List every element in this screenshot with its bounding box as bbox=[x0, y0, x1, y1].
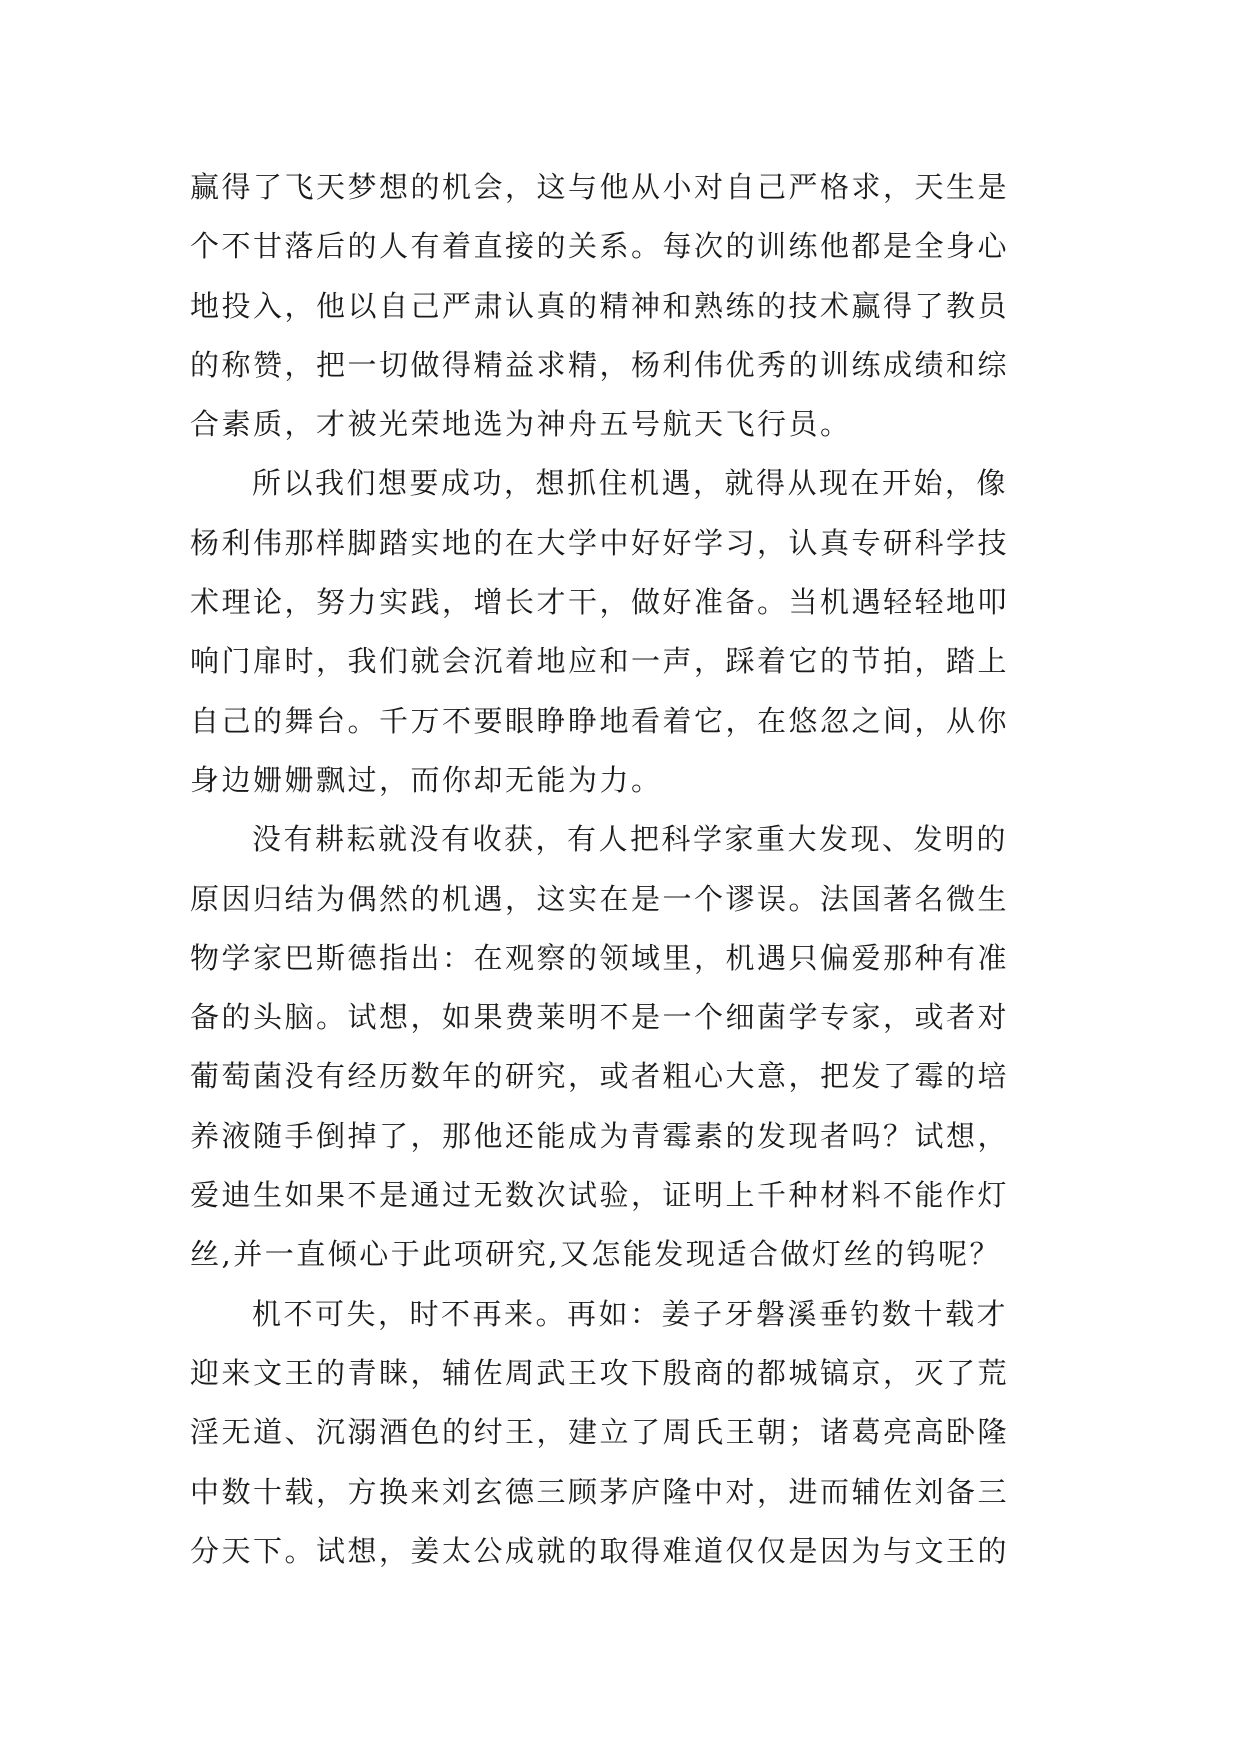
text-line: 分天下。试想，姜太公成就的取得难道仅仅是因为与文王的 bbox=[190, 1533, 1010, 1568]
text-line: 爱迪生如果不是通过无数次试验，证明上千种材料不能作灯 bbox=[190, 1178, 1010, 1213]
text-line: 地投入，他以自己严肃认真的精神和熟练的技术赢得了教员 bbox=[190, 288, 1010, 323]
text-line: 术理论，努力实践，增长才干，做好准备。当机遇轻轻地叩 bbox=[190, 585, 1010, 620]
text-line: 个不甘落后的人有着直接的关系。每次的训练他都是全身心 bbox=[190, 229, 1010, 264]
document-body bbox=[190, 158, 1070, 1581]
text-line: 响门扉时，我们就会沉着地应和一声，踩着它的节拍，踏上 bbox=[190, 644, 1010, 679]
text-line: 丝,并一直倾心于此项研究,又怎能发现适合做灯丝的钨呢？ bbox=[190, 1237, 1001, 1272]
text-line: 养液随手倒掉了，那他还能成为青霉素的发现者吗？试想， bbox=[190, 1118, 1010, 1153]
text-line: 杨利伟那样脚踏实地的在大学中好好学习，认真专研科学技 bbox=[190, 525, 1010, 560]
text-line: 赢得了飞天梦想的机会，这与他从小对自己严格求，天生是 bbox=[190, 170, 1010, 204]
paragraph-first-line: 所以我们想要成功，想抓住机遇，就得从现在开始，像 bbox=[252, 466, 1009, 501]
text-line: 身边姗姗飘过，而你却无能为力。 bbox=[190, 762, 663, 797]
text-line: 物学家巴斯德指出：在观察的领域里，机遇只偏爱那种有准 bbox=[190, 940, 1010, 975]
paragraph-first-line: 机不可失，时不再来。再如：姜子牙磐溪垂钓数十载才 bbox=[252, 1296, 1009, 1331]
text-line: 淫无道、沉溺酒色的纣王，建立了周氏王朝；诸葛亮高卧隆 bbox=[190, 1415, 1010, 1450]
paragraph-first-line: 没有耕耘就没有收获，有人把科学家重大发现、发明的 bbox=[252, 822, 1009, 857]
text-line: 自己的舞台。千万不要眼睁睁地看着它，在悠忽之间，从你 bbox=[190, 703, 1010, 738]
text-line: 迎来文王的青睐，辅佐周武王攻下殷商的都城镐京，灭了荒 bbox=[190, 1355, 1010, 1390]
text-line: 原因归结为偶然的机遇，这实在是一个谬误。法国著名微生 bbox=[190, 881, 1010, 916]
text-line: 中数十载，方换来刘玄德三顾茅庐隆中对，进而辅佐刘备三 bbox=[190, 1474, 1010, 1509]
text-line: 备的头脑。试想，如果费莱明不是一个细菌学专家，或者对 bbox=[190, 1000, 1010, 1035]
text-line: 合素质，才被光荣地选为神舟五号航天飞行员。 bbox=[190, 407, 852, 442]
text-line: 葡萄菌没有经历数年的研究，或者粗心大意，把发了霉的培 bbox=[190, 1059, 1010, 1094]
text-line: 的称赞，把一切做得精益求精，杨利伟优秀的训练成绩和综 bbox=[190, 347, 1010, 382]
